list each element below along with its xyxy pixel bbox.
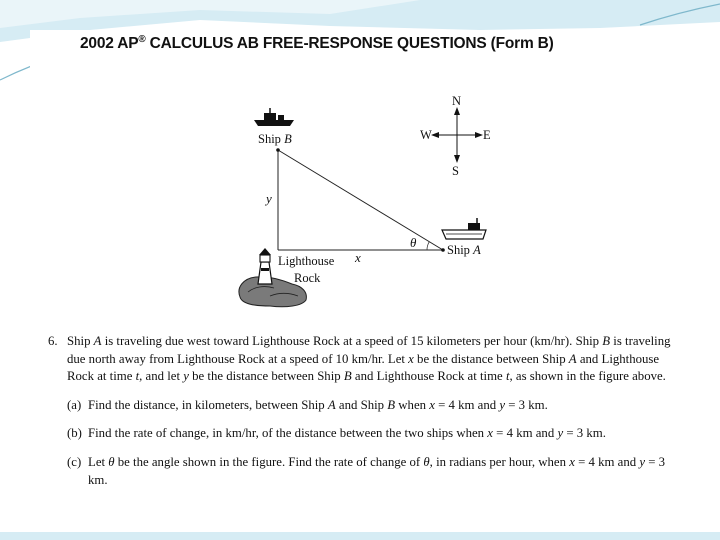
math-variable: θ <box>108 454 115 469</box>
compass-west: W <box>420 128 432 142</box>
part-c-text <box>88 454 678 489</box>
math-variable: A <box>327 397 336 412</box>
math-variable: t <box>135 369 140 384</box>
part-a-label: (a) <box>67 397 82 412</box>
text-run: and Ship <box>335 397 388 412</box>
text-run: = 3 km. <box>88 454 666 487</box>
part-c-label: (c) <box>67 454 82 469</box>
text-run: when <box>395 397 430 412</box>
ship-b-icon <box>254 108 294 126</box>
registered-mark: ® <box>138 34 146 45</box>
text-run: Find the rate of change, in km/hr, of the distance between the two ships when <box>88 426 488 441</box>
problem-figure <box>230 92 500 322</box>
y-label: y <box>266 191 272 206</box>
text-run: = 3 km. <box>563 426 606 441</box>
x-label: x <box>355 250 361 265</box>
title-suffix: CALCULUS AB FREE-RESPONSE QUESTIONS (Form B) <box>145 35 554 53</box>
text-run: and Lighthouse Rock at time <box>351 369 506 384</box>
ship-a-label: Ship A <box>447 243 481 257</box>
math-variable: B <box>602 334 611 348</box>
math-variable: B <box>343 369 352 384</box>
math-variable: A <box>568 351 577 366</box>
theta-label: θ <box>410 235 417 250</box>
text-run: = 4 km and <box>574 454 640 469</box>
text-run: be the angle shown in the figure. Find the rate of change of <box>114 454 424 469</box>
part-b <box>67 425 678 443</box>
compass-east: E <box>483 128 491 142</box>
math-variable: y <box>639 454 646 469</box>
part-c <box>67 454 678 489</box>
text-run: Ship <box>67 334 94 348</box>
text-run: , and let <box>139 369 184 384</box>
slide-bottom-band <box>0 532 720 540</box>
lighthouse-label-line2: Rock <box>294 271 321 285</box>
compass-south: S <box>452 164 459 178</box>
text-run: = 3 km. <box>505 397 548 412</box>
text-run: , as shown in the figure above. <box>509 369 666 384</box>
text-run: is traveling due north away from Lighthouse Rock at a speed of 10 km/hr. Let <box>67 334 671 366</box>
page-title <box>80 34 640 53</box>
ship-a-point <box>441 248 445 252</box>
ship-a-icon <box>442 218 486 239</box>
problem-6 <box>48 333 678 489</box>
text-run: = 4 km and <box>492 426 558 441</box>
math-variable: x <box>569 454 575 469</box>
math-variable: A <box>93 334 102 348</box>
title-prefix: 2002 AP <box>80 35 139 53</box>
math-variable: θ <box>423 454 430 469</box>
math-variable: y <box>183 369 189 384</box>
compass-north: N <box>452 94 462 108</box>
theta-arc <box>427 242 429 250</box>
part-a-text <box>88 397 678 415</box>
part-a <box>67 397 678 415</box>
text-run: is traveling due west toward Lighthouse Rock at a speed of 15 kilometers per hour (km/hr). Ship <box>101 334 603 348</box>
math-variable: x <box>429 397 435 412</box>
ship-b-point <box>276 148 280 152</box>
text-run: and Lighthouse Rock at time <box>67 351 660 384</box>
text-run: = 4 km and <box>434 397 500 412</box>
part-b-label: (b) <box>67 426 82 441</box>
ship-b-label: Ship B <box>258 132 292 146</box>
part-b-text <box>88 425 678 443</box>
text-run: be the distance between Ship <box>413 351 569 366</box>
text-run: Find the distance, in kilometers, between Ship <box>88 397 328 412</box>
math-variable: x <box>408 351 414 366</box>
compass-rose-icon <box>431 107 483 163</box>
hypotenuse <box>278 150 443 250</box>
math-variable: y <box>499 397 506 412</box>
text-run: be the distance between Ship <box>188 369 344 384</box>
math-variable: y <box>557 426 564 441</box>
lighthouse-label-line1: Lighthouse <box>278 254 335 268</box>
problem-intro <box>67 333 678 386</box>
math-variable: x <box>487 426 493 441</box>
text-run: , in radians per hour, when <box>429 454 570 469</box>
problem-number: 6. <box>48 334 58 348</box>
text-run: Let <box>88 454 109 469</box>
math-variable: B <box>387 397 396 412</box>
math-variable: t <box>505 369 510 384</box>
